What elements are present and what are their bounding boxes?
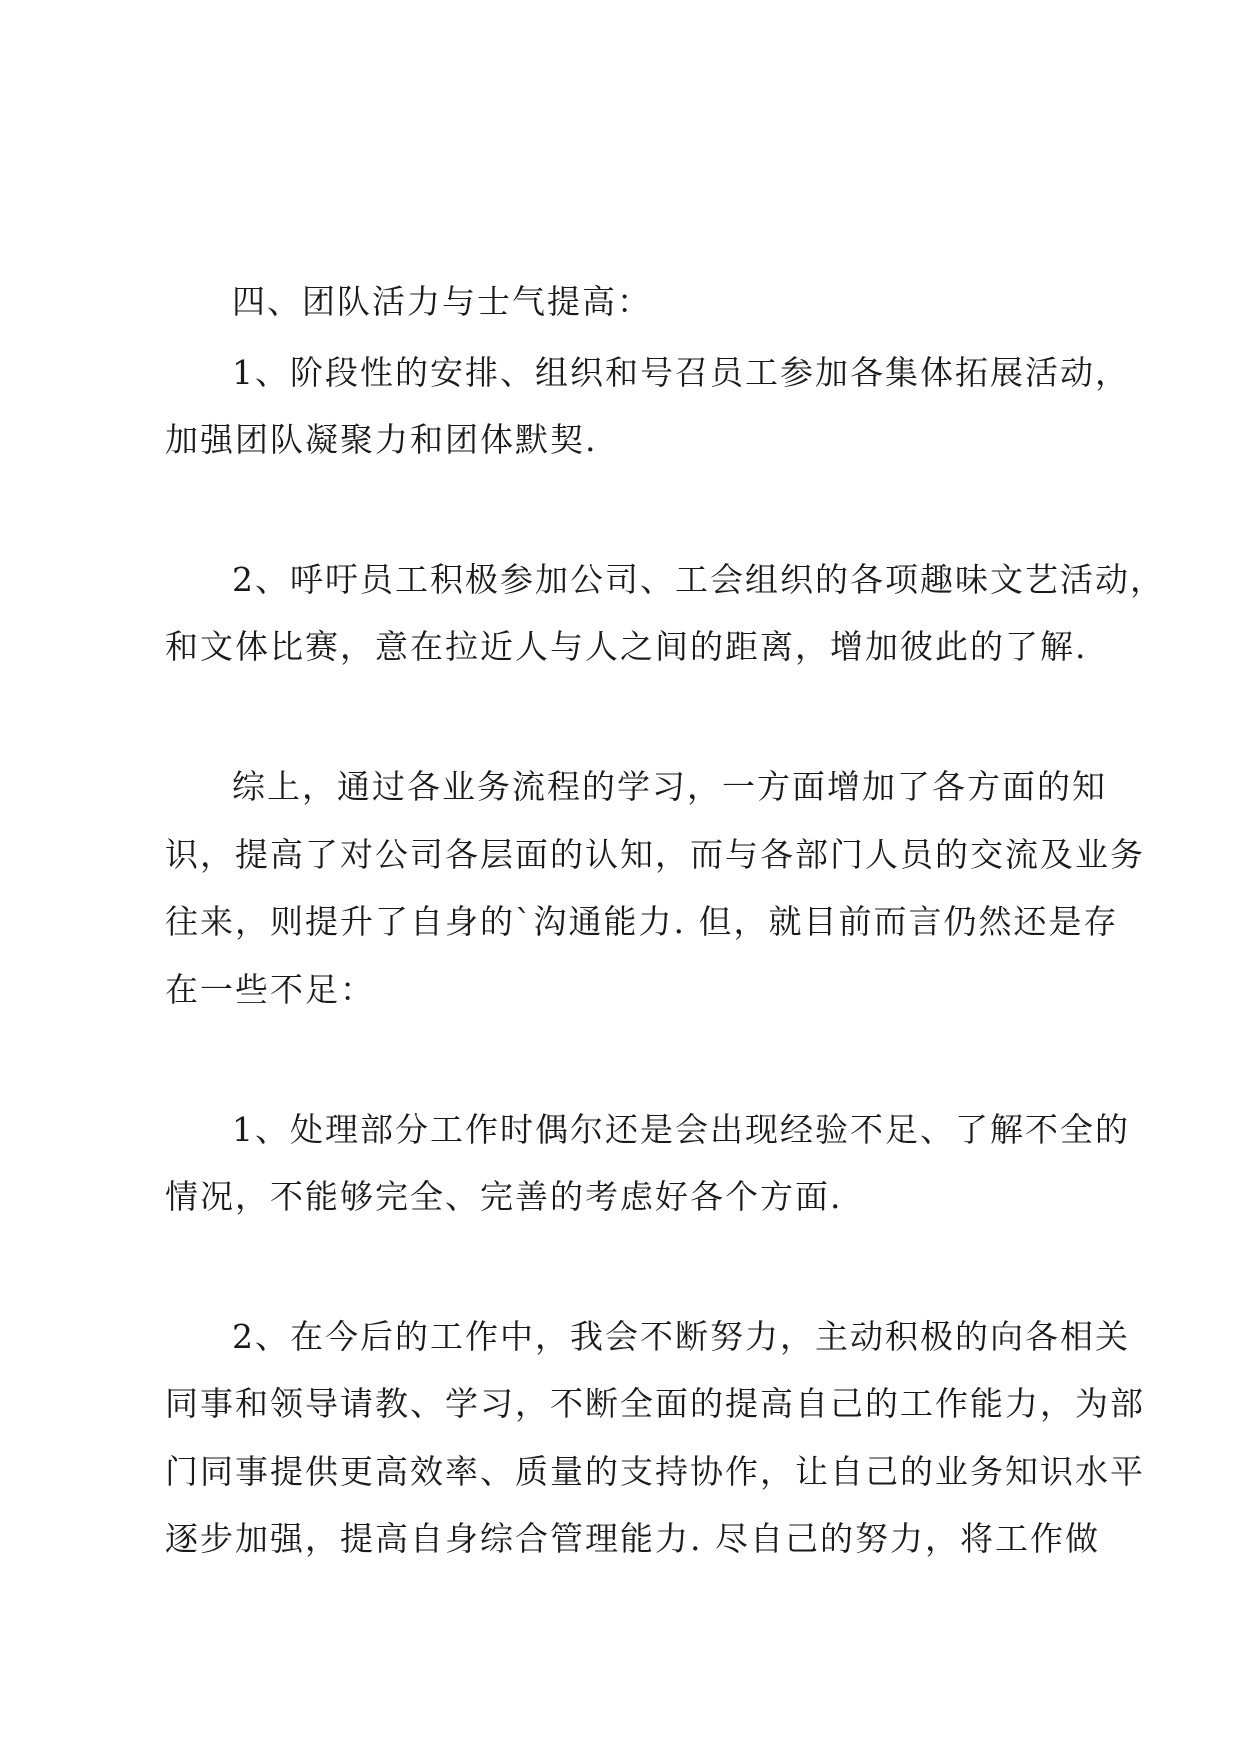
section-heading: 四、团队活力与士气提高： bbox=[232, 282, 652, 321]
paragraph-line: 和文体比赛，意在拉近人与人之间的距离，增加彼此的了解. bbox=[165, 627, 1088, 666]
paragraph-line: 识，提高了对公司各层面的认知，而与各部门人员的交流及业务 bbox=[165, 835, 1145, 874]
paragraph-line: 综上，通过各业务流程的学习，一方面增加了各方面的知 bbox=[232, 767, 1107, 806]
paragraph-line: 2、呼吁员工积极参加公司、工会组织的各项趣味文艺活动， bbox=[232, 560, 1165, 599]
paragraph-line: 加强团队凝聚力和团体默契. bbox=[165, 420, 598, 459]
paragraph-line: 往来，则提升了自身的`沟通能力. 但，就目前而言仍然还是存 bbox=[165, 902, 1119, 941]
paragraph-line: 1、阶段性的安排、组织和号召员工参加各集体拓展活动， bbox=[232, 353, 1130, 392]
paragraph-line: 在一些不足： bbox=[165, 970, 375, 1009]
paragraph-line: 1、处理部分工作时偶尔还是会出现经验不足、了解不全的 bbox=[232, 1110, 1130, 1149]
paragraph-line: 门同事提供更高效率、质量的支持协作，让自己的业务知识水平 bbox=[165, 1452, 1145, 1491]
paragraph-line: 逐步加强，提高自身综合管理能力. 尽自己的努力，将工作做 bbox=[165, 1519, 1100, 1558]
paragraph-line: 情况，不能够完全、完善的考虑好各个方面. bbox=[165, 1177, 843, 1216]
paragraph-line: 2、在今后的工作中，我会不断努力，主动积极的向各相关 bbox=[232, 1317, 1130, 1356]
paragraph-line: 同事和领导请教、学习，不断全面的提高自己的工作能力，为部 bbox=[165, 1384, 1145, 1423]
